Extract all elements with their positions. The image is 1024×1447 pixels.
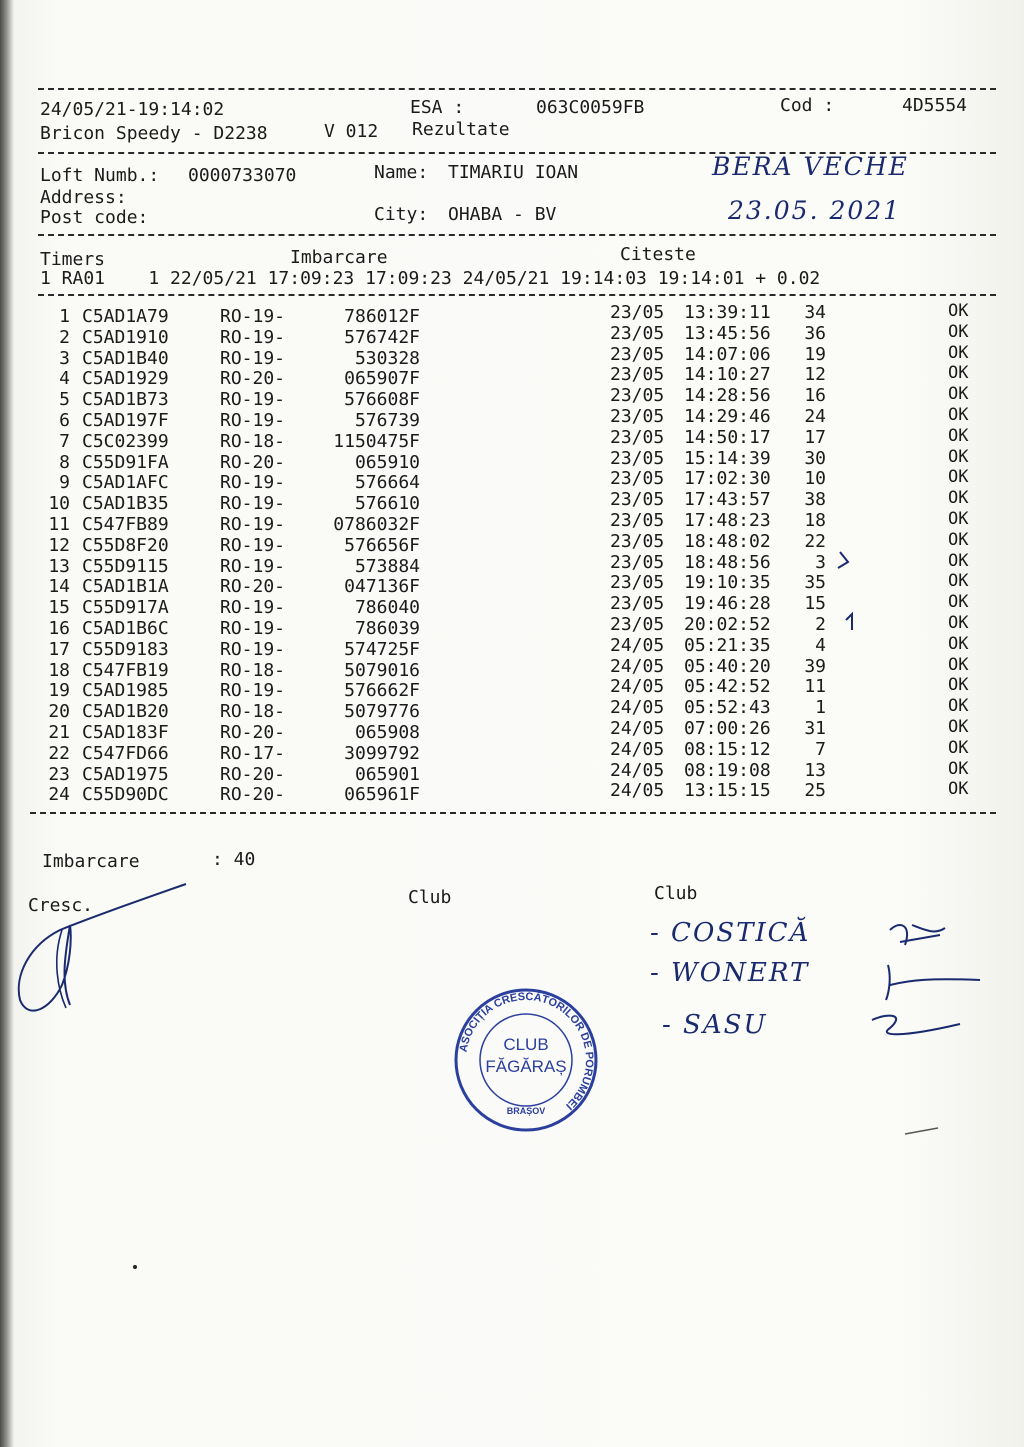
cell-date: 24/05 [610,697,665,719]
cell-status: OK [948,321,969,342]
cell-ring: RO-19- [220,618,286,639]
cell-status: OK [948,571,969,592]
cell-status: OK [948,737,969,758]
cell-status: OK [948,633,969,654]
cell-pos: 7 [815,738,826,760]
cell-date: 24/05 [610,759,665,781]
cell-status: OK [948,758,969,779]
cell-time: 14:07:06 [684,343,771,365]
cell-ring: RO-18- [220,701,286,723]
cell-pos: 30 [804,447,826,469]
cell-num: 530328 [354,347,420,369]
cell-num: 3099792 [344,742,420,764]
cell-time: 17:43:57 [684,489,771,511]
cell-chip: C547FB19 [82,659,169,681]
print-datetime: 24/05/21-19:14:02 [40,99,225,120]
name-label: Name: [374,162,429,183]
cell-date: 23/05 [610,551,665,573]
cell-time: 08:15:12 [684,738,771,760]
cell-ring: RO-19- [220,680,286,702]
cell-ring: RO-18- [220,430,286,452]
cell-pos: 13 [804,759,826,781]
cell-chip: C5AD1B1A [82,576,169,598]
cell-n: 16 [48,618,70,639]
cell-pos: 22 [804,530,826,552]
cell-status: OK [948,488,969,509]
cell-ring: RO-19- [220,597,286,619]
esa-label: ESA : [410,97,465,118]
cell-n: 11 [48,514,70,535]
cell-num: 576664 [354,472,420,494]
cell-ring: RO-19- [220,638,286,660]
cell-date: 23/05 [610,510,665,531]
cell-time: 20:02:52 [684,614,771,635]
cell-status: OK [948,509,969,529]
cell-time: 18:48:02 [684,530,771,552]
cell-pos: 2 [815,614,826,635]
cell-time: 13:15:15 [684,780,771,802]
cell-num: 065907F [344,368,420,390]
cell-n: 22 [48,742,70,764]
cell-num: 576608F [344,389,420,411]
cell-n: 9 [59,472,70,494]
cell-pos: 19 [804,343,826,365]
cell-time: 14:50:17 [684,426,771,448]
cell-n: 17 [48,638,70,660]
version: V 012 [324,121,379,142]
cell-ring: RO-19- [220,410,286,431]
cell-status: OK [948,363,969,384]
cod-label: Cod : [780,95,835,116]
cell-pos: 1 [815,697,826,719]
cell-num: 576610 [354,493,420,515]
cell-ring: RO-19- [220,555,286,577]
cell-n: 7 [59,430,70,452]
cell-date: 24/05 [610,780,665,802]
loft-value: 0000733070 [188,165,297,186]
cell-n: 24 [48,784,70,806]
club-label-2: Club [654,883,698,904]
device-name: Bricon Speedy - D2238 [40,123,268,144]
cell-chip: C5AD1975 [82,763,169,785]
cell-date: 23/05 [610,322,665,344]
cell-n: 4 [59,368,70,390]
cell-num: 065961F [344,784,420,806]
cell-status: OK [948,717,969,737]
cell-time: 05:52:43 [684,697,771,719]
cell-date: 23/05 [610,406,665,427]
cell-ring: RO-19- [220,389,286,411]
cell-ring: RO-19- [220,514,286,535]
cell-ring: RO-19- [220,347,286,369]
city-label: City: [374,204,429,225]
cell-date: 23/05 [610,572,665,594]
cell-status: OK [948,613,969,633]
footer-imbarcare-value: : 40 [212,849,256,870]
cell-status: OK [948,405,969,425]
mode: Rezultate [412,119,510,140]
cell-ring: RO-20- [220,722,286,743]
cell-pos: 12 [804,364,826,386]
cell-time: 17:02:30 [684,468,771,490]
imbarcare-label: Imbarcare [290,247,388,268]
cell-pos: 36 [804,322,826,344]
cell-status: OK [948,529,969,550]
cell-ring: RO-19- [220,326,286,348]
cell-pos: 38 [804,489,826,511]
cell-time: 14:29:46 [684,406,771,427]
cell-ring: RO-19- [220,493,286,515]
cell-n: 21 [48,722,70,743]
cell-num: 065901 [354,763,420,785]
cell-pos: 39 [804,655,826,677]
signer-3: - SASU [662,1010,768,1040]
cell-n: 6 [59,410,70,431]
cell-ring: RO-20- [220,763,286,785]
cell-date: 23/05 [610,385,665,407]
stamp-ring-text: ASOCIȚIA CRESCĂTORILOR DE PORUMBEI [457,990,596,1112]
cell-pos: 35 [804,572,826,594]
cell-time: 13:45:56 [684,322,771,344]
cell-chip: C55D91FA [82,451,169,473]
cell-pos: 34 [804,302,826,323]
handwritten-place: BERA VECHE [712,152,909,181]
cell-status: OK [948,696,969,717]
cell-status: OK [948,654,969,675]
cell-time: 15:14:39 [684,447,771,469]
citeste-label: Citeste [620,244,696,265]
signer-2: - WONERT [650,958,810,988]
cell-ring: RO-20- [220,368,286,390]
cell-num: 576742F [344,326,420,348]
cell-ring: RO-18- [220,659,286,681]
cell-chip: C55D8F20 [82,534,169,556]
cell-pos: 17 [804,426,826,448]
cell-num: 047136F [344,576,420,598]
cell-n: 13 [48,555,70,577]
stamp-bottom: BRAȘOV [506,1106,546,1116]
cell-chip: C547FB89 [82,514,169,535]
cell-pos: 10 [804,468,826,490]
cell-ring: RO-19- [220,306,286,327]
cell-chip: C5AD1910 [82,326,169,348]
cell-date: 24/05 [610,738,665,760]
cell-time: 05:40:20 [684,655,771,677]
cell-date: 23/05 [610,364,665,386]
cell-date: 24/05 [610,676,665,698]
cell-chip: C5AD1B20 [82,701,169,723]
cell-time: 07:00:26 [684,718,771,739]
cell-chip: C5AD1B40 [82,347,169,369]
cell-ring: RO-20- [220,784,286,806]
cell-time: 13:39:11 [684,302,771,323]
handwritten-date: 23.05. 2021 [728,196,902,225]
signer-1: - COSTICĂ [650,918,811,948]
cell-n: 23 [48,763,70,785]
cell-num: 574725F [344,638,420,660]
cresc-label: Cresc. [28,895,94,916]
cell-chip: C5AD1929 [82,368,169,390]
cell-status: OK [948,446,969,467]
cell-num: 576739 [354,410,420,431]
club-stamp [446,980,606,1140]
cell-date: 23/05 [610,530,665,552]
cell-num: 786039 [354,618,420,639]
cell-date: 23/05 [610,489,665,511]
cell-time: 05:21:35 [684,634,771,656]
cell-pos: 16 [804,385,826,407]
cell-chip: C5AD1AFC [82,472,169,494]
cell-chip: C5AD1B6C [82,618,169,639]
cell-status: OK [948,592,969,613]
cell-num: 1150475F [333,430,420,452]
cell-num: 576662F [344,680,420,702]
cell-pos: 4 [815,634,826,656]
cell-time: 14:10:27 [684,364,771,386]
cell-date: 23/05 [610,447,665,469]
cell-ring: RO-20- [220,576,286,598]
name-value: TIMARIU IOAN [448,162,579,183]
cell-date: 24/05 [610,718,665,739]
cell-ring: RO-20- [220,451,286,473]
cell-n: 2 [59,326,70,348]
cell-chip: C55D90DC [82,784,169,806]
cell-time: 19:46:28 [684,593,771,615]
cell-n: 18 [48,659,70,681]
cell-n: 12 [48,534,70,556]
cell-n: 8 [59,451,70,473]
cell-ring: RO-19- [220,472,286,494]
cell-pos: 25 [804,780,826,802]
cell-ring: RO-17- [220,742,286,764]
cell-date: 24/05 [610,655,665,677]
cell-num: 786040 [354,597,420,619]
cell-time: 19:10:35 [684,572,771,594]
cell-num: 573884 [354,555,420,577]
footer-imbarcare-label: Imbarcare [42,851,140,872]
cell-num: 065908 [354,722,420,743]
cell-n: 15 [48,597,70,619]
cell-status: OK [948,342,969,363]
cell-chip: C55D917A [82,597,169,619]
postcode-label: Post code: [40,207,149,228]
cell-status: OK [948,467,969,488]
cell-status: OK [948,301,969,321]
cell-status: OK [948,550,969,571]
cod-value: 4D5554 [902,95,968,116]
cell-time: 05:42:52 [684,676,771,698]
cell-chip: C55D9183 [82,638,169,660]
cell-time: 14:28:56 [684,385,771,407]
cell-date: 23/05 [610,343,665,365]
cell-n: 20 [48,701,70,723]
timers-label: Timers [40,249,106,270]
stamp-line1: CLUB [503,1035,549,1054]
timer-line: 1 RA01 1 22/05/21 17:09:23 17:09:23 24/05/21 19:14:03 19:14:01 + 0.02 [40,268,821,289]
address-label: Address: [40,187,127,208]
cell-pos: 3 [815,551,826,573]
cell-pos: 31 [804,718,826,739]
cell-n: 1 [59,306,70,327]
cell-status: OK [948,425,969,446]
cell-date: 24/05 [610,634,665,656]
cell-time: 18:48:56 [684,551,771,573]
cell-num: 0786032F [333,514,420,535]
cell-ring: RO-19- [220,534,286,556]
cell-pos: 24 [804,406,826,427]
cell-num: 5079776 [344,701,420,723]
cell-chip: C5AD1B35 [82,493,169,515]
cell-chip: C5AD1A79 [82,306,169,327]
esa-value: 063C0059FB [536,97,645,118]
cell-time: 08:19:08 [684,759,771,781]
cell-pos: 18 [804,510,826,531]
cell-n: 10 [48,493,70,515]
cell-pos: 11 [804,676,826,698]
cell-chip: C55D9115 [82,555,169,577]
cell-chip: C5C02399 [82,430,169,452]
cell-n: 3 [59,347,70,369]
stamp-line2: FĂGĂRAȘ [485,1057,567,1076]
cell-num: 065910 [354,451,420,473]
cell-n: 19 [48,680,70,702]
cell-num: 786012F [344,306,420,327]
cell-status: OK [948,384,969,405]
cell-status: OK [948,779,969,800]
cell-date: 23/05 [610,614,665,635]
cell-num: 5079016 [344,659,420,681]
cell-chip: C5AD183F [82,722,169,743]
cell-date: 23/05 [610,468,665,490]
cell-date: 23/05 [610,302,665,323]
loft-label: Loft Numb.: [40,165,160,186]
cell-chip: C5AD1985 [82,680,169,702]
club-label-1: Club [408,887,452,908]
cell-chip: C5AD1B73 [82,389,169,411]
city-value: OHABA - BV [448,204,557,225]
cell-n: 14 [48,576,70,598]
cell-status: OK [948,675,969,696]
cell-time: 17:48:23 [684,510,771,531]
cell-pos: 15 [804,593,826,615]
cell-chip: C547FD66 [82,742,169,764]
cell-num: 576656F [344,534,420,556]
cell-n: 5 [59,389,70,411]
cell-chip: C5AD197F [82,410,169,431]
cell-date: 23/05 [610,426,665,448]
cell-date: 23/05 [610,593,665,615]
